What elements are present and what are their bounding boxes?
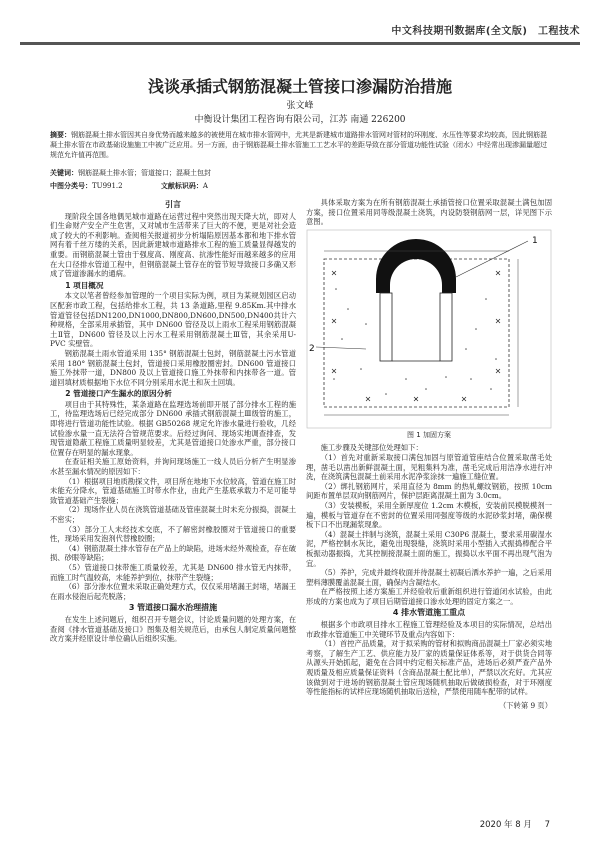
encasement-outline <box>324 259 509 407</box>
cause-item: （4）钢筋混凝土排水管存在产品上的缺陷，进场未经外观检查，存在破损、砂眼等缺陷； <box>50 543 296 563</box>
keywords <box>50 168 550 178</box>
step-item: （5）养护，完成并最终收面并待混凝土初凝后洒水养护一遍，之后采用塑料薄膜覆盖混凝土面，确保内含凝结水。 <box>306 568 552 587</box>
section-1-paragraph-1: 本文以笔者曾经参加管理的一个项目实际为例，项目为某规划园区启动区配套市政工程，包括给排水工程，共 13 条道路,里程 9.85Km.其中排水管道管径包括DN1200,DN1000,DN800,DN600,DN500,DN400共计六种规格，全部采用承插管，其中 DN600 管径及以上雨水工程采用钢筋混凝土Ⅱ管，DN600 管径及以上污水工程采用钢筋混凝土Ⅲ管，其余采用U-PVC 实壁管。 <box>50 291 296 349</box>
pipe-section-drawing <box>306 229 552 429</box>
abstract-label: 摘要： <box>50 131 71 139</box>
step-item: （2）绑扎钢筋网片，采用直径为 8mm 的热轧螺纹钢筋，按照 10cm 间距布置单层双向钢筋网片，保护层距离混凝土面为 3.0cm。 <box>306 481 552 501</box>
section-4-paragraph-1: 根据多个市政项目排水工程施工管理经验及本项目的实际情况，总结出市政排水管道施工中关键环节及重点内容如下： <box>306 620 552 639</box>
article-title: 浅谈承插式钢筋混凝土管接口渗漏防治措施 <box>147 77 452 96</box>
section-2-paragraph-2: 在查证相关施工原始资料，并询问现场施工一线人员后分析产生明显渗水甚至漏水情况的原因如下： <box>50 457 296 477</box>
page-footer <box>480 818 550 830</box>
page-number: 7 <box>544 820 550 830</box>
section-3-paragraph-1: 在发生上述问题后，组织召开专题会议，讨论质量问题的处理方案，在查阅《排水管道基础及接口》图集及相关规范后，由承包人制定质量问题整改方案并经原设计单位确认后组织实施。 <box>50 614 296 644</box>
figure-caption: 图 1 加固方案 <box>407 430 451 439</box>
journal-name: 中文科技期刊数据库(全文版) 工程技术 <box>391 26 580 37</box>
section-2-heading: 2 管道接口产生漏水的原因分析 <box>65 389 172 399</box>
callout-label-1: 1 <box>532 235 538 246</box>
intro-heading: 引言 <box>165 200 181 209</box>
doc-code-value: A <box>202 182 208 190</box>
after-steps-paragraph: 在严格按照上述方案施工并经验收后重新组织进行管道闭水试验，由此形成的方案也成为了项目后期管道接口渗水处理的固定方案之一。 <box>306 587 552 606</box>
keywords-label: 关键词： <box>50 169 78 177</box>
callout-label-2: 2 <box>309 343 315 354</box>
journal-header <box>20 8 580 52</box>
header-rule <box>20 42 580 45</box>
affiliation: 中衡设计集团工程咨询有限公司，江苏 南通 226200 <box>194 115 406 125</box>
callout-leader-2 <box>316 347 366 349</box>
section-1-paragraph-2: 钢筋混凝土雨水管道采用 135° 钢筋混凝土包封，钢筋混凝土污水管道采用 180° 钢筋混凝土包封，管道接口采用橡胶圈密封。DN600 管道接口施工外抹带一道，DN800 及以上管道接口施工外抹带和内抹带各一道。管道回填材质根据地下水位不同分别采用水泥土和灰土回填。 <box>50 348 296 387</box>
step-item: （1）首先对重新采取接口满包加固与原管道管座结合位置采取凿毛处理，凿毛以凿出新鲜混凝土面，见粗集料为准，凿毛完成后用洁净水进行冲洗，在浇筑满包混凝土前采用水泥净浆涂抹一遍施工缝位置。 <box>306 452 552 482</box>
abstract <box>50 130 550 160</box>
steps-intro: 施工步骤及关键部位处理如下： <box>320 443 423 453</box>
reinforcement-figure <box>306 229 552 429</box>
pipe-wall-right <box>440 293 452 361</box>
abstract-text: 钢筋混凝土排水管因其自身优势而越来越多的被使用在城市排水管网中，尤其是新建城市道路排水管网对管材的环刚度、水压性等要求均较高，因此钢筋混凝土排水管在市政基础设施施工中被广泛应用。另一方面，由于钢筋混凝土排水管施工工艺水平的差距导致在部分管道功能性试验（闭水）中经常出现渗漏量超过规范允许值再范围。 <box>50 131 547 159</box>
pipe-socket <box>376 239 456 293</box>
section-2-paragraph-1: 项目由于其特殊性，某条道路在监理选场前即开展了部分排水工程的施工，待监理选场后已经完成部分 DN600 承插式钢筋混凝土Ⅲ级管的施工，即将进行管道功能性试验。根据 GB50268 规定允许渗水量进行验收，几经试验渗水量一直无法符合管规范要求。后经过询问、现场实地调查排查，发现管道隐蔽工程施工质量明显较差，尤其是管道接口处渗水严重，部分接口位置存在明显的漏水现象。 <box>50 399 296 457</box>
pipe-wall-left <box>380 293 392 361</box>
cause-item: （2）现场作业人员在浇筑管道基础及管座混凝土时未充分振捣，混凝土不密实； <box>50 505 296 524</box>
issue-date: 2020 年 8 月 <box>479 820 532 830</box>
clc-label: 中图分类号： <box>50 182 92 190</box>
step-item: （4）混凝土拌制与浇筑，混凝土采用 C30P6 混凝土，要求采用碳湿水泥，严格控制水灰比，避免出现裂缝，浇筑时采用小型插入式振捣棒配合平板振动器振捣，尤其控制接混凝土面的施工，振捣以水平面不再出现气泡为宜。 <box>306 529 552 568</box>
author: 张文峰 <box>286 101 314 111</box>
cause-item: （1）根据项目地质勘探文件，项目所在地地下水位较高，管道在施工时未能充分降水，管道基础施工时带水作业，由此产生基底承载力不足可能导致管道基础产生裂缝； <box>50 476 296 505</box>
cause-item: （5）管道接口抹带施工质量较差，尤其是 DN600 排水管无内抹带，而施工时气温较高，未能养护到位，抹带产生裂缝； <box>50 562 296 582</box>
keywords-text: 钢筋混凝土排水管；管道接口；混凝土包封 <box>78 169 211 177</box>
left-column <box>50 198 296 644</box>
section-1-heading: 1 项目概况 <box>65 280 104 290</box>
cause-item: （3）部分工人未经技术交底，不了解密封橡胶圈对于管道接口的重要性，现场采用发泡剂代替橡胶圈； <box>50 524 296 544</box>
section-3-heading: 3 管道接口漏水治理措施 <box>128 603 218 613</box>
intro-paragraph: 现阶段全国各地偶见城市道路在运营过程中突然出现天降大坑，即对人们生命财产安全产生危害，又对城市生活带来了巨大的不便，更是对社会造成了较大的不利影响。查阅相关报道初步分析塌陷原因基本都和地下排水管网有着千丝万缕的关系，因此新建城市道路排水工程的施工质量显得越发的重要。而钢筋混凝土管由于强度高、刚度高、抗渗性能好而越来越多的应用在大口径排水管道工程中，但钢筋混凝土管存在的管节短导致接口多确又形成了管道渗漏水的通病。 <box>50 211 296 279</box>
continued-note: （下转第 9 页） <box>498 700 552 710</box>
section-4-heading: 4 排水管道施工重点 <box>392 608 466 618</box>
step-item: （3）安装模板，采用全新厚度位 1.2cm 木模板，安装前民模脱模剂一遍，模板与管道存在不密封的位置采用同强度等级的水泥砂浆封堵，确保模板下口不出现漏浆现象。 <box>306 500 552 530</box>
cause-item: （6）部分渗水位置未采取正确处理方式，仅仅采用堵漏王封堵，堵漏王在雨水侵泡后起壳脱落； <box>50 582 296 601</box>
concrete-texture <box>333 288 497 400</box>
scheme-paragraph: 具体采取方案为在所有钢筋混凝土承插管接口位置采取混凝土满包加固方案，接口位置采用同等级混凝土浇筑，内设防裂钢筋网一层，详见图下示意图。 <box>306 198 552 227</box>
classification <box>50 181 550 191</box>
rebar-marks <box>332 271 500 401</box>
doc-code-label: 文献标识码： <box>160 182 203 190</box>
clc-value: TU991.2 <box>92 182 123 190</box>
section-4-paragraph-2: （1）首控产品质量，对于拟采购的管材和拟购商品混凝土厂家必须实地考察，了解生产工艺、供应能力及厂家的质量保证体系等，对于供货合同等从源头开始抓起，避免在合同中约定相关标准产品，进场后必须严查产品外观质量及相应质量保证资料（含商品混凝土配比单），严禁以次充好。尤其应该做到对于进场的钢筋混凝土管应现场随机抽取后做破损检查，对于环刚度等性能指标的试样应现场随机抽取后送检，严禁使用随车配带的试样。 <box>306 639 552 697</box>
right-column <box>306 198 552 710</box>
